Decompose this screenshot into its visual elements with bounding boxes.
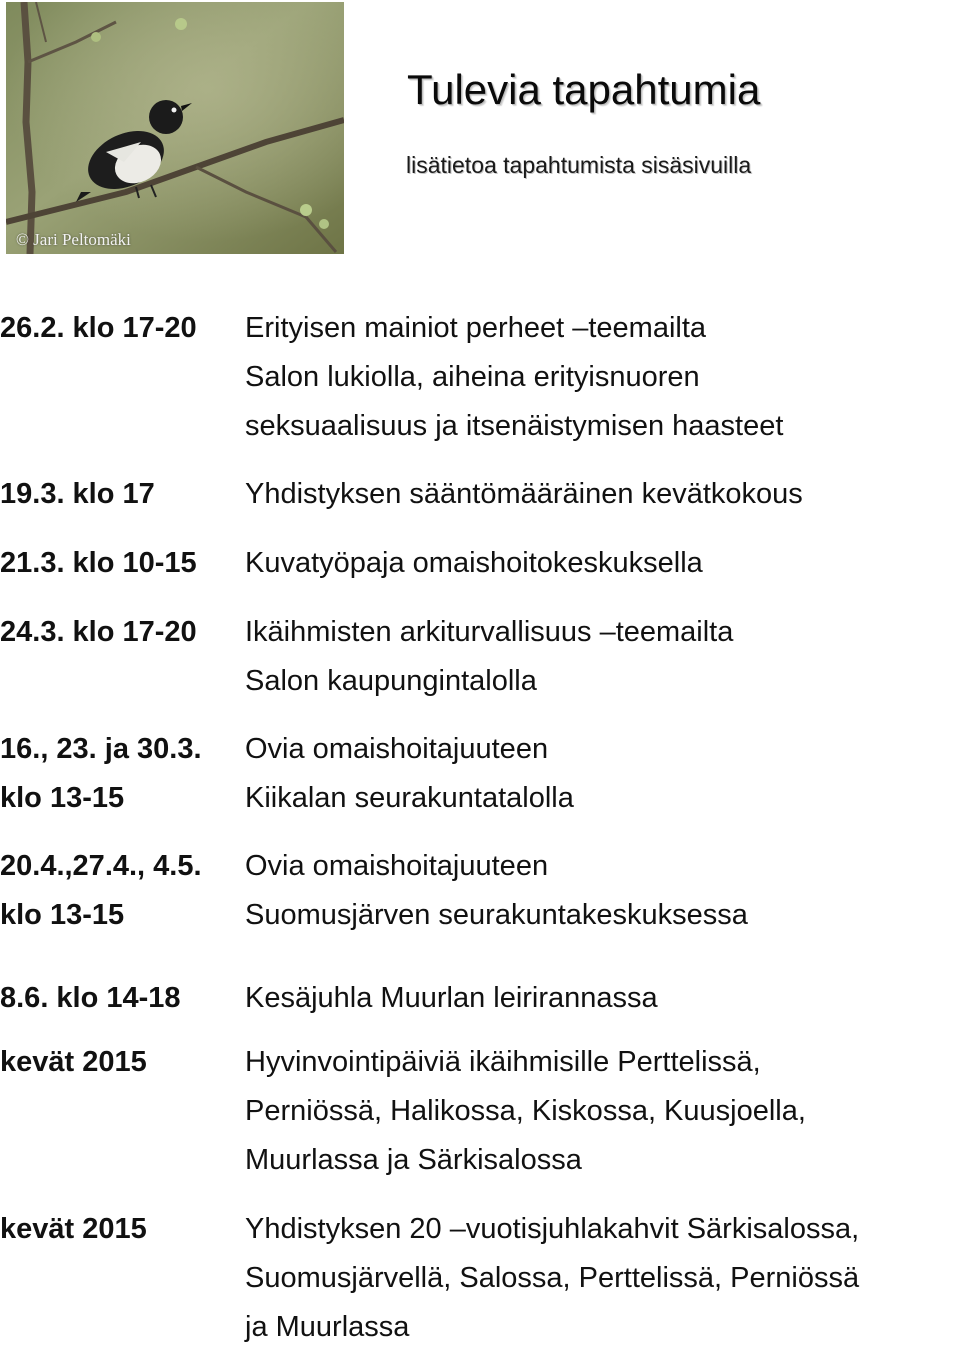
event-date: 16., 23. ja 30.3. klo 13-15 xyxy=(0,733,202,814)
page-subtitle: lisätietoa tapahtumista sisäsivuilla xyxy=(406,152,752,178)
event-description: Yhdistyksen sääntömääräinen kevätkokous xyxy=(245,478,803,510)
event-date: 24.3. klo 17-20 xyxy=(0,616,197,648)
event-description: Kesäjuhla Muurlan leirirannassa xyxy=(245,982,658,1014)
event-description: Ovia omaishoitajuuteen Kiikalan seurakuntatalolla xyxy=(245,733,574,814)
event-date: 21.3. klo 10-15 xyxy=(0,547,197,579)
event-date: kevät 2015 xyxy=(0,1046,147,1078)
event-date: 8.6. klo 14-18 xyxy=(0,982,181,1014)
event-date: 26.2. klo 17-20 xyxy=(0,312,197,344)
pied-flycatcher-image xyxy=(6,2,344,254)
event-description: Hyvinvointipäiviä ikäihmisille Perttelissä, Perniössä, Halikossa, Kiskossa, Kuusjoella, Muurlassa ja Särkisalossa xyxy=(245,1046,806,1176)
event-date: 19.3. klo 17 xyxy=(0,478,155,510)
event-date: 20.4.,27.4., 4.5. klo 13-15 xyxy=(0,850,202,931)
event-description: Kuvatyöpaja omaishoitokeskuksella xyxy=(245,547,703,579)
photo-credit: © Jari Peltomäki xyxy=(16,230,131,249)
event-description: Erityisen mainiot perheet –teemailta Salon lukiolla, aiheina erityisnuoren seksuaalisuus ja itsenäistymisen haasteet xyxy=(245,312,784,442)
page-title: Tulevia tapahtumia xyxy=(407,66,761,113)
event-description: Ikäihmisten arkiturvallisuus –teemailta Salon kaupungintalolla xyxy=(245,616,734,697)
event-description: Yhdistyksen 20 –vuotisjuhlakahvit Särkisalossa, Suomusjärvellä, Salossa, Perttelissä, Perniössä ja Muurlassa xyxy=(245,1213,860,1343)
bird-photo xyxy=(6,2,344,254)
event-date: kevät 2015 xyxy=(0,1213,147,1245)
event-description: Ovia omaishoitajuuteen Suomusjärven seurakuntakeskuksessa xyxy=(245,850,748,931)
